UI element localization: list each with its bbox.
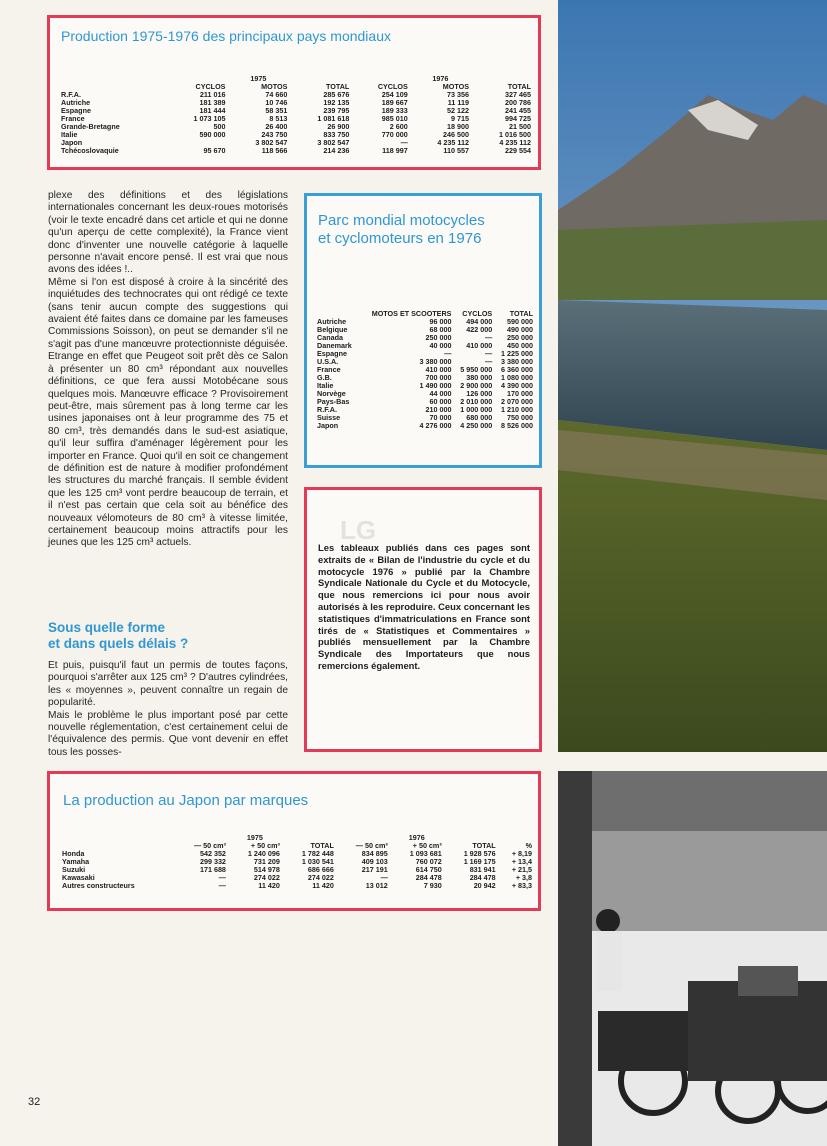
table-cell: 422 000 xyxy=(466,325,493,334)
table-cell: 450 000 xyxy=(507,341,533,350)
table-cell: 239 795 xyxy=(323,106,350,115)
table-cell: 500 xyxy=(213,122,226,131)
row-label: Japon xyxy=(61,138,83,147)
column-header: CYCLOS xyxy=(462,309,493,318)
column-header: % xyxy=(525,841,532,850)
table-cell: 1 240 096 xyxy=(247,849,280,858)
table-cell: 214 236 xyxy=(323,146,350,155)
parc-table xyxy=(317,310,535,430)
table-cell: 68 000 xyxy=(429,325,452,334)
table-cell: 985 010 xyxy=(381,114,408,123)
table-cell: 5 950 000 xyxy=(460,365,493,374)
table-cell: 11 420 xyxy=(258,881,280,890)
page-number: 32 xyxy=(28,1096,41,1108)
table-cell: + 8,19 xyxy=(511,849,532,858)
table-cell: 217 191 xyxy=(361,865,388,874)
table-cell: 70 000 xyxy=(429,413,452,422)
row-label: Japon xyxy=(317,421,339,430)
table-cell: 731 209 xyxy=(253,857,280,866)
table-cell: 3 802 547 xyxy=(255,138,288,147)
table-cell: 74 660 xyxy=(265,90,288,99)
table-cell: 21 500 xyxy=(509,122,531,131)
table-row xyxy=(317,382,535,390)
table-cell: 181 389 xyxy=(199,98,226,107)
table-cell: 2 010 000 xyxy=(460,397,493,406)
table-cell: 4 235 112 xyxy=(499,138,531,147)
row-label: Espagne xyxy=(317,349,347,358)
table-cell: 1 081 618 xyxy=(317,114,350,123)
table-cell: — xyxy=(485,349,493,358)
source-note-text: Les tableaux publiés dans ces pages sont extraits de « Bilan de l'industrie du cycle et du motocycle 1976 » publié par la Chambre Syndicale Nationale du Cycle et du Motocycle, que nous remercions ici pour nous avoir autorisés à les reproduire. Ceux concernant les statistiques d'immatriculations en France sont tirés de « Statistiques et Commentaires » publiés mensuellement par la Chambre Syndicale des Importateurs que nous remercions également. xyxy=(318,542,530,671)
column-header: — 50 cm³ xyxy=(193,841,226,850)
japan-table-title: La production au Japon par marques xyxy=(63,792,309,809)
production-table-title: Production 1975-1976 des principaux pays mondiaux xyxy=(61,28,391,44)
table-cell: 110 557 xyxy=(443,146,469,155)
table-cell: 1 080 000 xyxy=(501,373,533,382)
table-cell: 4 235 112 xyxy=(437,138,469,147)
column-header: TOTAL xyxy=(472,841,496,850)
table-cell: 686 666 xyxy=(307,865,334,874)
article-paragraph: Mais le problème le plus important posé par cette nouvelle réglementation, c'est certainement celui de l'équivalence des permis. Que vont devenir en effet tous les posses- xyxy=(48,709,288,758)
row-label: Honda xyxy=(62,849,85,858)
table-cell: + 13,4 xyxy=(511,857,532,866)
table-cell: 118 997 xyxy=(382,146,408,155)
table-cell: 3 802 547 xyxy=(317,138,350,147)
table-cell: 189 667 xyxy=(381,98,408,107)
row-label: Kawasaki xyxy=(62,873,95,882)
table-cell: + 3,8 xyxy=(515,873,532,882)
column-header: CYCLOS xyxy=(195,82,226,91)
mountain-lake-image xyxy=(558,0,827,752)
article-column xyxy=(48,190,288,550)
table-cell: 26 900 xyxy=(327,122,350,131)
row-label: Suzuki xyxy=(62,865,86,874)
table-cell: 285 676 xyxy=(323,90,350,99)
table-cell: 1 928 576 xyxy=(463,849,496,858)
row-label: Italie xyxy=(317,381,334,390)
table-cell: 284 478 xyxy=(469,873,496,882)
table-row xyxy=(62,858,534,866)
table-cell: 4 250 000 xyxy=(460,421,493,430)
table-cell: 40 000 xyxy=(429,341,452,350)
table-cell: — xyxy=(380,873,388,882)
table-cell: 73 356 xyxy=(447,90,469,99)
table-cell: 590 000 xyxy=(507,317,533,326)
table-cell: 284 478 xyxy=(415,873,442,882)
row-label: Autriche xyxy=(317,317,347,326)
table-cell: 770 000 xyxy=(381,130,408,139)
column-header: + 50 cm³ xyxy=(250,841,280,850)
table-cell: — xyxy=(485,357,493,366)
table-cell: 2 600 xyxy=(389,122,408,131)
column-header: MOTOS ET SCOOTERS xyxy=(371,309,452,318)
table-cell: 1 000 000 xyxy=(460,405,493,414)
year-1976-label: 1976 xyxy=(432,74,449,83)
table-cell: 274 022 xyxy=(253,873,280,882)
row-label: R.F.A. xyxy=(317,405,337,414)
table-cell: 327 465 xyxy=(505,90,531,99)
row-label: Autres constructeurs xyxy=(62,881,135,890)
table-cell: — xyxy=(218,881,226,890)
table-cell: 170 000 xyxy=(507,389,533,398)
column-header: MOTOS xyxy=(442,82,469,91)
row-label: Danemark xyxy=(317,341,352,350)
table-cell: 1 073 105 xyxy=(193,114,226,123)
table-cell: 1 490 000 xyxy=(419,381,452,390)
table-cell: 200 786 xyxy=(505,98,531,107)
table-cell: 58 351 xyxy=(265,106,288,115)
section-heading: Sous quelle forme et dans quels délais ? xyxy=(48,620,189,651)
table-cell: 750 000 xyxy=(507,413,533,422)
table-cell: 192 135 xyxy=(323,98,350,107)
table-cell: 171 688 xyxy=(199,865,226,874)
table-cell: 1 169 175 xyxy=(463,857,496,866)
table-cell: 380 000 xyxy=(466,373,493,382)
row-label: R.F.A. xyxy=(61,90,81,99)
table-cell: + 21,5 xyxy=(511,865,532,874)
table-cell: 9 715 xyxy=(451,114,469,123)
table-cell: 126 000 xyxy=(466,389,493,398)
column-header: MOTOS xyxy=(261,82,288,91)
article-paragraph: Et puis, puisqu'il faut un permis de toutes façons, pourquoi s'arrêter aux 125 cm³ ? D'autres cylindrées, les « moyennes », peuvent connaître un regain de popularité. xyxy=(48,660,288,709)
row-label: Yamaha xyxy=(62,857,90,866)
mountain-lake-photo xyxy=(558,0,827,752)
row-label: Italie xyxy=(61,130,78,139)
table-cell: 229 554 xyxy=(505,146,531,155)
table-cell: 542 352 xyxy=(199,849,226,858)
row-label: U.S.A. xyxy=(317,357,339,366)
table-cell: 250 000 xyxy=(507,333,533,342)
table-cell: 409 103 xyxy=(361,857,388,866)
table-cell: 60 000 xyxy=(429,397,452,406)
table-cell: 2 900 000 xyxy=(460,381,493,390)
table-cell: 52 122 xyxy=(447,106,469,115)
table-cell: 299 332 xyxy=(199,857,226,866)
table-cell: 11 420 xyxy=(312,881,334,890)
table-cell: 274 022 xyxy=(307,873,334,882)
japan-table: 1975 1976 — 50 cm³ + 50 cm³ TOTAL — 50 cm³ + 50 cm³ TOTAL % Honda 542 352 1 240 096 1 782 448 834 895 1 093 681 1 928 576 + 8,19 Yamaha 299 332 731 209 1 030 541 409 103 760 072 1 169 175 + 13,4 Suzuki 171 688 514 978 686 666 217 191 614 750 831 941 + 21,5 Kawasaki — 274 022 274 022 — 284 478 284 478 + 3,8 Autres constructeurs — 11 420 11 420 13 012 7 930 20 942 + 83,3 xyxy=(62,833,532,890)
row-label: Espagne xyxy=(61,106,91,115)
row-label: G.B. xyxy=(317,373,332,382)
table-cell: 1 093 681 xyxy=(409,849,442,858)
table-cell: 8 513 xyxy=(269,114,288,123)
row-label: Norvège xyxy=(317,389,346,398)
table-cell: 1 030 541 xyxy=(301,857,334,866)
table-cell: 210 000 xyxy=(425,405,452,414)
row-label: Pays-Bas xyxy=(317,397,350,406)
table-cell: 250 000 xyxy=(425,333,452,342)
table-cell: 1 016 500 xyxy=(499,130,531,139)
table-cell: 760 072 xyxy=(415,857,442,866)
table-cell: 44 000 xyxy=(429,389,452,398)
table-cell: — xyxy=(400,138,408,147)
table-cell: 20 942 xyxy=(473,881,496,890)
table-row xyxy=(62,882,534,890)
table-cell: 211 016 xyxy=(199,90,226,99)
table-cell: 994 725 xyxy=(505,114,531,123)
table-cell: 590 000 xyxy=(199,130,226,139)
table-cell: 8 526 000 xyxy=(501,421,533,430)
table-row xyxy=(317,318,535,326)
japan-table-box xyxy=(47,771,541,911)
table-cell: 410 000 xyxy=(425,365,452,374)
table-cell: 4 276 000 xyxy=(419,421,452,430)
table-cell: 243 750 xyxy=(261,130,288,139)
row-label: Tchécoslovaquie xyxy=(61,146,119,155)
table-cell: + 83,3 xyxy=(511,881,532,890)
table-cell: 833 750 xyxy=(323,130,350,139)
table-cell: 96 000 xyxy=(429,317,452,326)
table-cell: 118 566 xyxy=(261,146,288,155)
production-table-box xyxy=(47,15,541,170)
production-table xyxy=(61,75,533,155)
row-label: Belgique xyxy=(317,325,348,334)
column-header: TOTAL xyxy=(326,82,350,91)
table-cell: 3 380 000 xyxy=(501,357,533,366)
row-label: Autriche xyxy=(61,98,91,107)
table-cell: 490 000 xyxy=(507,325,533,334)
table-cell: 1 225 000 xyxy=(501,349,533,358)
table-cell: 241 455 xyxy=(505,106,531,115)
row-label: Grande-Bretagne xyxy=(61,122,120,131)
table-cell: 6 360 000 xyxy=(501,365,533,374)
column-header: + 50 cm³ xyxy=(412,841,442,850)
table-cell: 614 750 xyxy=(415,865,442,874)
article-paragraph: Même si l'on est disposé à croire à la sincérité des inquiétudes des technocrates qui ont rédigé ce texte (sans tenir aucun compte des suggestions qui avaient été faites dans ce domaine par les fameuses Commissions Soisson), on peut se demander s'il ne s'agit pas d'une manœuvre protectionniste déguisée. Etrange en effet que Peugeot soit prêt dès ce Salon à présenter un 80 cm³ répondant aux nouvelles définitions, ce que fera aussi Motobécane sous quelques mois. Manœuvre efficace ? Provisoirement peut-être, mais sûrement pas à long terme car les usines japonaises ont à leur programme des 75 et 80 cm³, très demandés dans le sud-est asiatique, qu'il leur suffira d'aménager légèrement pour les importer en France. Quoi qu'il en soit ce changement de définition est de nature à modifier profondément les structures du marché français. Il semble évident que les 125 cm³ vont perdre beaucoup de terrain, et il n'est pas certain que cela soit au bénéfice des nouveaux vélomoteurs de 80 cm³ à vitesse limitée, certainement beaucoup moins attractifs pour les jeunes que les 125 cm³ actuels. xyxy=(48,276,288,549)
table-row xyxy=(61,147,533,155)
table-cell: 189 333 xyxy=(381,106,408,115)
motorcycles-photo xyxy=(558,771,827,1146)
table-cell: 26 400 xyxy=(265,122,288,131)
year-1975-label: 1975 xyxy=(250,74,267,83)
parc-table-title: Parc mondial motocycles et cyclomoteurs en 1976 xyxy=(318,212,485,247)
table-cell: — xyxy=(485,333,493,342)
table-cell: — xyxy=(218,873,226,882)
table-cell: 2 070 000 xyxy=(501,397,533,406)
row-label: Canada xyxy=(317,333,343,342)
column-header: TOTAL xyxy=(509,309,533,318)
column-header: TOTAL xyxy=(507,82,531,91)
table-cell: 834 895 xyxy=(361,849,388,858)
article-paragraph: plexe des définitions et des législations internationales concernant les deux-roues motorisés (voir le texte encadré dans cet article et qui ne donne qu'un aperçu de cette complexité), la France vient donc d'inventer une nouvelle catégorie à laquelle personne n'avait encore pensé. Il est vrai que nous avons des idées !.. xyxy=(48,190,288,276)
column-header: TOTAL xyxy=(310,841,334,850)
column-header: CYCLOS xyxy=(377,82,408,91)
table-cell: 95 670 xyxy=(203,146,226,155)
row-label: France xyxy=(61,114,85,123)
table-cell: 831 941 xyxy=(469,865,496,874)
table-cell: 246 500 xyxy=(443,130,469,139)
table-row xyxy=(62,866,534,874)
table-cell: 11 119 xyxy=(447,98,469,107)
table-row xyxy=(317,422,535,430)
article-column-2 xyxy=(48,660,288,759)
table-cell: 254 109 xyxy=(381,90,408,99)
motorcycles-image xyxy=(558,771,827,1146)
table-cell: 3 380 000 xyxy=(419,357,452,366)
lg-watermark-logo: LG xyxy=(340,515,377,545)
table-cell: 10 746 xyxy=(265,98,288,107)
table-cell: 514 978 xyxy=(253,865,280,874)
table-cell: 700 000 xyxy=(425,373,452,382)
table-cell: 1 782 448 xyxy=(301,849,334,858)
table-cell: — xyxy=(444,349,452,358)
table-cell: 181 444 xyxy=(199,106,226,115)
table-cell: 410 000 xyxy=(466,341,493,350)
table-cell: 4 390 000 xyxy=(501,381,533,390)
table-cell: 7 930 xyxy=(423,881,442,890)
parc-table-box xyxy=(304,193,542,468)
table-cell: 13 012 xyxy=(365,881,388,890)
row-label: France xyxy=(317,365,341,374)
table-cell: 494 000 xyxy=(466,317,493,326)
table-cell: 680 000 xyxy=(466,413,493,422)
column-header: — 50 cm³ xyxy=(355,841,388,850)
table-cell: 1 210 000 xyxy=(501,405,533,414)
table-cell: 18 900 xyxy=(447,122,469,131)
row-label: Suisse xyxy=(317,413,341,422)
table-row xyxy=(317,406,535,414)
